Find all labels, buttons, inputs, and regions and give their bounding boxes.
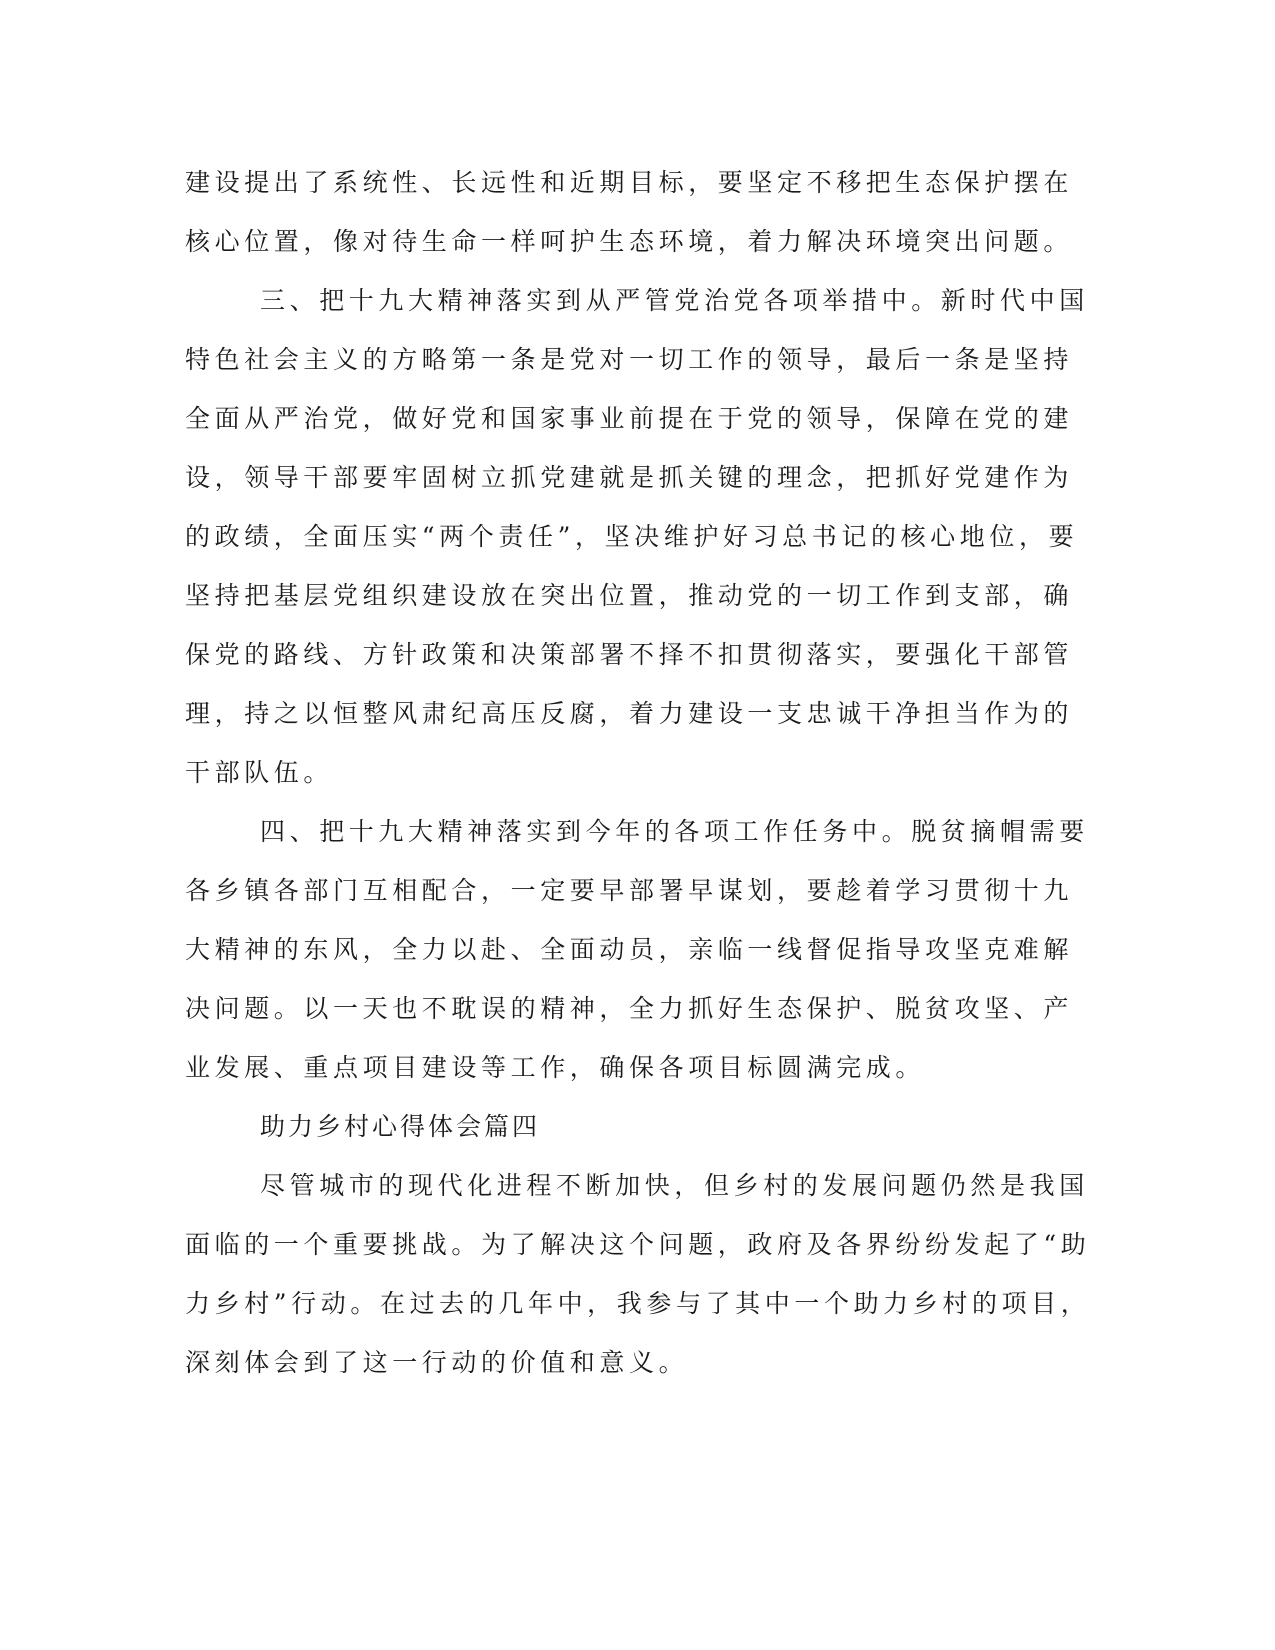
text-line: 决问题。以一天也不耽误的精神，全力抓好生态保护、脱贫攻坚、产 — [185, 994, 1074, 1023]
text-line: 面临的一个重要挑战。为了解决这个问题，政府及各界纷纷发起了“助 — [185, 1230, 1091, 1259]
text-line: 坚持把基层党组织建设放在突出位置，推动党的一切工作到支部，确 — [185, 581, 1074, 610]
document-body — [185, 153, 1091, 1392]
text-line: 设，领导干部要牢固树立抓党建就是抓关键的理念，把抓好党建作为 — [185, 463, 1074, 492]
paragraph-start-line: 三、把十九大精神落实到从严管党治党各项举措中。新时代中国 — [260, 286, 1089, 315]
section-heading: 助力乡村心得体会篇四 — [260, 1112, 541, 1141]
text-line: 保党的路线、方针政策和决策部署不择不扣贯彻落实，要强化干部管 — [185, 640, 1074, 669]
text-line: 的政绩，全面压实“两个责任”，坚决维护好习总书记的核心地位，要 — [185, 522, 1079, 551]
text-line: 深刻体会到了这一行动的价值和意义。 — [185, 1348, 689, 1377]
text-line: 干部队伍。 — [185, 758, 334, 787]
text-line: 全面从严治党，做好党和国家事业前提在于党的领导，保障在党的建 — [185, 404, 1074, 433]
paragraph-start-line: 尽管城市的现代化进程不断加快，但乡村的发展问题仍然是我国 — [260, 1171, 1089, 1200]
text-line: 建设提出了系统性、长远性和近期目标，要坚定不移把生态保护摆在 — [185, 168, 1074, 197]
paragraph-start-line: 四、把十九大精神落实到今年的各项工作任务中。脱贫摘帽需要 — [260, 817, 1089, 846]
text-line: 理，持之以恒整风肃纪高压反腐，着力建设一支忠诚干净担当作为的 — [185, 699, 1074, 728]
text-line: 业发展、重点项目建设等工作，确保各项目标圆满完成。 — [185, 1053, 926, 1082]
text-line: 大精神的东风，全力以赴、全面动员，亲临一线督促指导攻坚克难解 — [185, 935, 1074, 964]
text-line: 核心位置，像对待生命一样呵护生态环境，着力解决环境突出问题。 — [185, 227, 1074, 256]
text-line: 力乡村”行动。在过去的几年中，我参与了其中一个助力乡村的项目， — [185, 1289, 1091, 1318]
text-line: 各乡镇各部门互相配合，一定要早部署早谋划，要趁着学习贯彻十九 — [185, 876, 1074, 905]
text-line: 特色社会主义的方略第一条是党对一切工作的领导，最后一条是坚持 — [185, 345, 1074, 374]
